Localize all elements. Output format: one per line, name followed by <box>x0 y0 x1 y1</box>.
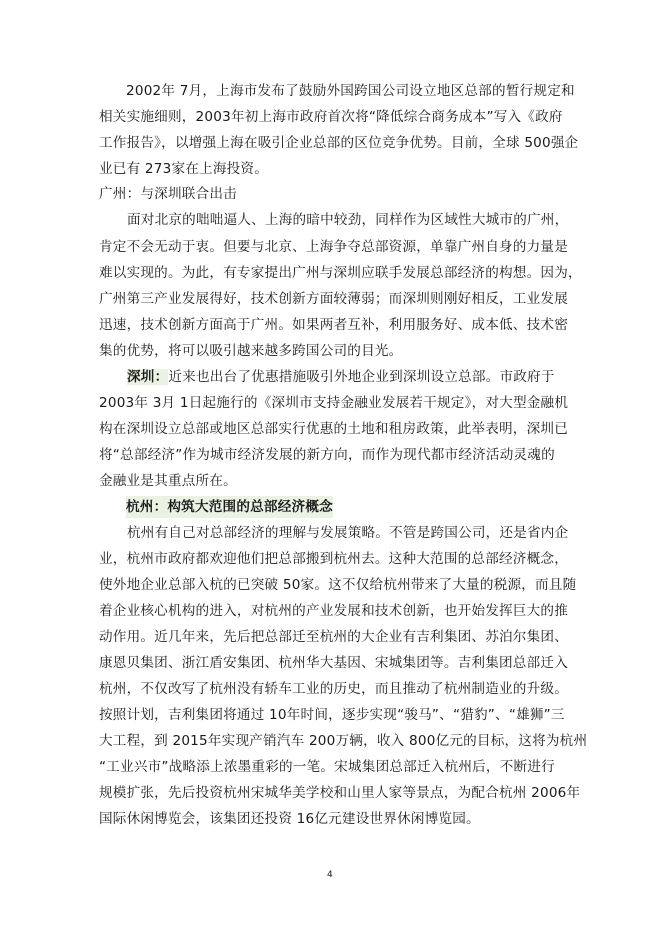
text-line: “工业兴市”战略添上浓墨重彩的一笔。宋城集团总部迁入杭州后，不断进行 <box>99 759 555 775</box>
text-line: 使外地企业总部入杭的已突破 50家。这不仅给杭州带来了大量的税源，而且随 <box>99 577 577 593</box>
text-line: 将“总部经济”作为城市经济发展的新方向，而作为现代都市经济活动灵魂的 <box>99 447 555 463</box>
text-line: 业，杭州市政府都欢迎他们把总部搬到杭州去。这种大范围的总部经济概念， <box>99 551 568 567</box>
text-line <box>127 366 555 388</box>
text-line: 金融业是其重点所在。 <box>99 473 237 489</box>
text-line: 难以实现的。为此，有专家提出广州与深圳应联手发展总部经济的构想。因为， <box>99 265 582 281</box>
text-line: 集的优势，将可以吸引越来越多跨国公司的目光。 <box>99 343 403 359</box>
text-run: 近来也出台了优惠措施吸引外地企业到深圳设立总部。市政府于 <box>168 369 555 385</box>
text-line: 杭州有自己对总部经济的理解与发展策略。不管是跨国公司，还是省内企 <box>127 525 569 541</box>
text-line: 按照计划，吉利集团将通过 10年时间，逐步实现“骏马”、“猎豹”、“雄狮”三 <box>99 707 565 723</box>
text-line: 广州第三产业发展得好，技术创新方面较薄弱；而深圳则刚好相反，工业发展 <box>99 291 568 307</box>
text-line: 大工程，到 2015年实现产销汽车 200万辆，收入 800亿元的目标，这将为杭州 <box>99 733 588 749</box>
text-line: 面对北京的咄咄逼人、上海的暗中较劲，同样作为区域性大城市的广州， <box>127 212 569 228</box>
text-line: 业已有 273家在上海投资。 <box>99 161 269 177</box>
text-line: 工作报告》，以增强上海在吸引企业总部的区位竞争优势。目前，全球 500强企 <box>99 135 579 151</box>
text-line: 肯定不会无动于衷。但要与北京、上海争夺总部资源，单靠广州自身的力量是 <box>99 239 568 255</box>
text-line: 构在深圳设立总部或地区总部实行优惠的土地和租房政策，此举表明，深圳已 <box>99 421 568 437</box>
page-number: 4 <box>327 870 333 880</box>
text-line: 2003年 3月 1日起施行的《深圳市支持金融业发展若干规定》，对大型金融机 <box>99 395 569 411</box>
text-line: 着企业核心机构的进入，对杭州的产业发展和技术创新，也开始发挥巨大的推 <box>99 603 568 619</box>
section-heading-hangzhou: 杭州：构筑大范围的总部经济概念 <box>126 496 333 518</box>
text-line: 国际休闲博览会，该集团还投资 16亿元建设世界休闲博览园。 <box>99 811 480 827</box>
text-line: 迅速，技术创新方面高于广州。如果两者互补，利用服务好、成本低、技术密 <box>99 317 568 333</box>
text-line: 动作用。近几年来，先后把总部迁至杭州的大企业有吉利集团、苏泊尔集团、 <box>99 629 568 645</box>
text-line: 康恩贝集团、浙江盾安集团、杭州华大基因、宋城集团等。吉利集团总部迁入 <box>99 655 568 671</box>
text-line: 杭州，不仅改写了杭州没有轿车工业的历史，而且推动了杭州制造业的升级。 <box>99 681 568 697</box>
text-line: 相关实施细则，2003年初上海市政府首次将“降低综合商务成本”写入《政府 <box>99 109 563 125</box>
text-line: 规模扩张，先后投资杭州宋城华美学校和山里人家等景点，为配合杭州 2006年 <box>99 785 581 801</box>
text-line: 2002年 7月，上海市发布了鼓励外国跨国公司设立地区总部的暂行规定和 <box>126 83 575 99</box>
section-heading-guangzhou: 广州：与深圳联合出击 <box>99 186 237 202</box>
section-label-shenzhen: 深圳： <box>127 369 169 385</box>
